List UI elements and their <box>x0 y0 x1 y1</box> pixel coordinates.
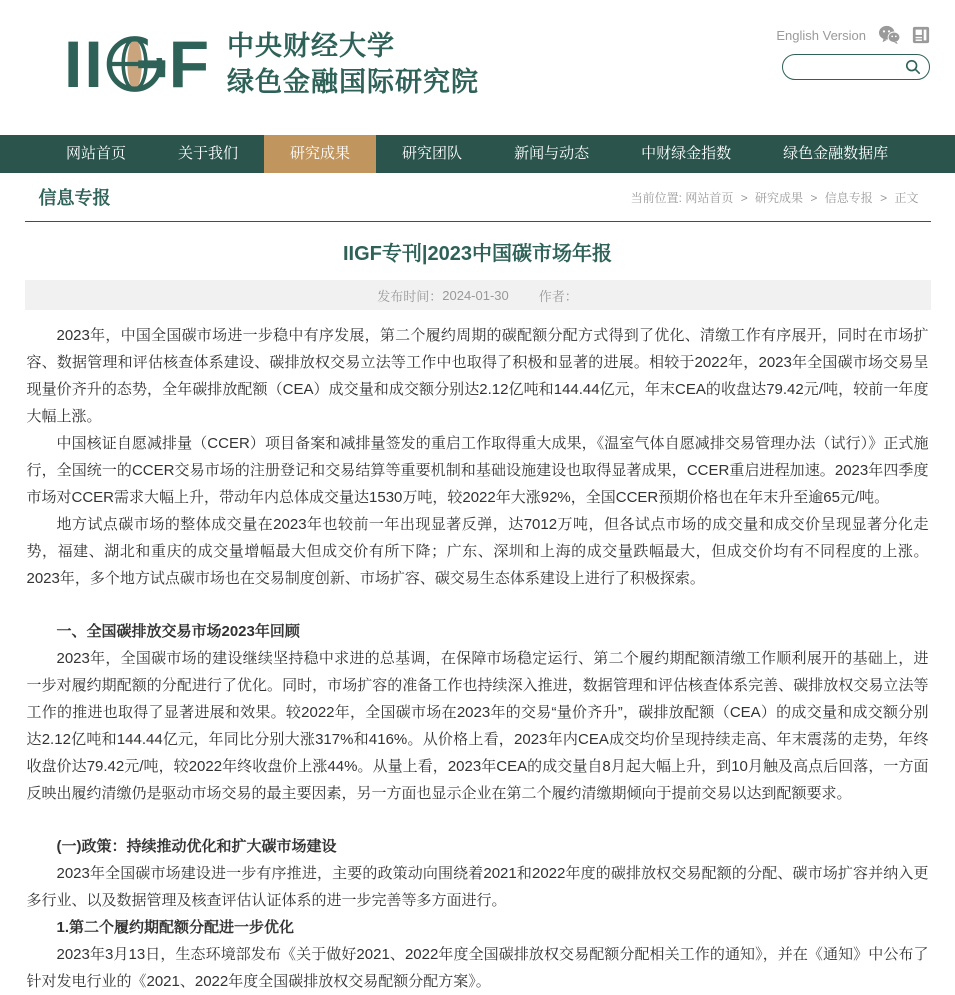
breadcrumb-row <box>25 173 931 222</box>
subsection-heading: 1.第二个履约期配额分配进一步优化 <box>56 919 295 936</box>
article-meta <box>25 280 931 310</box>
paragraph: 2023年3月13日，生态环境部发布《关于做好2021、2022年度全国碳排放权交易配额分配相关工作的通知》，并在《通知》中公布了针对发电行业的《2021、2022年度全国碳排放权交易配额分配方案》。 <box>26 946 929 990</box>
search-input[interactable] <box>795 60 905 74</box>
site-header <box>0 0 955 135</box>
english-version-link[interactable]: English Version <box>776 27 866 43</box>
iigf-logo <box>64 28 211 100</box>
author-label: 作者： <box>538 288 578 304</box>
article-body <box>25 322 931 995</box>
newspaper-icon[interactable] <box>912 26 930 44</box>
paragraph: 2023年，全国碳市场的建设继续坚持稳中求进的总基调，在保障市场稳定运行、第二个履约期配额清缴工作顺利展开的基础上，进一步对履约期配额的分配进行了优化。同时，市场扩容的准备工作也持续深入推进，数据管理和评估核查体系完善、碳排放权交易立法等工作的推进也取得了显著进展和效果。较2022年，全国碳市场在2023年的交易“量价齐升”，碳排放配额（CEA）的成交量和成交额分别达2.12亿吨和144.44亿元，年同比分别大涨317%和416%。从价格上看，2023年内CEA成交均价呈现持续走高、年末震荡的走势，年终收盘价达79.42元/吨，较2022年终收盘价上涨44%。从量上看，2023年CEA的成交量自8月起大幅上升，到10月触及高点后回落，一方面反映出履约清缴仍是驱动市场交易的最主要因素，另一方面也显示企业在第二个履约清缴期倾向于提前交易以达到配额要求。 <box>26 650 929 802</box>
article <box>25 237 931 995</box>
breadcrumb-separator: > <box>810 190 818 205</box>
breadcrumb-separator: > <box>880 190 888 205</box>
header-links <box>776 25 930 45</box>
nav-item-news[interactable]: 新闻与动态 <box>514 145 590 162</box>
paragraph: 2023年全国碳市场建设进一步有序推进，主要的政策动向围绕着2021和2022年度的碳排放权交易配额的分配、碳市场扩容并纳入更多行业、以及数据管理及核查评估认证体系的进一步完善等多方面进行。 <box>26 865 929 909</box>
nav-item-green-finance-database[interactable]: 绿色金融数据库 <box>783 145 889 162</box>
search-icon[interactable] <box>905 59 921 75</box>
nav-item-about[interactable]: 关于我们 <box>178 145 239 162</box>
article-title: IIGF专刊|2023中国碳市场年报 <box>343 243 612 265</box>
publish-time-label: 发布时间： <box>377 288 443 304</box>
logo-letters-ii: II <box>64 27 105 101</box>
globe-icon <box>105 33 169 95</box>
publish-date: 2024-01-30 <box>442 287 509 303</box>
brand[interactable] <box>64 28 479 100</box>
org-name-line2: 绿色金融国际研究院 <box>227 67 480 97</box>
wechat-icon[interactable] <box>878 25 900 45</box>
nav-item-home[interactable]: 网站首页 <box>66 145 127 162</box>
section-title: 信息专报 <box>38 188 111 208</box>
breadcrumb-home[interactable]: 网站首页 <box>685 190 734 205</box>
org-name <box>227 28 479 100</box>
breadcrumb-info-report[interactable]: 信息专报 <box>824 190 873 205</box>
breadcrumb-current: 正文 <box>894 190 919 205</box>
breadcrumb-location-label: 当前位置: <box>630 190 686 205</box>
breadcrumb <box>631 189 919 206</box>
subsection-heading: (一)政策：持续推动优化和扩大碳市场建设 <box>56 838 337 855</box>
main-nav <box>0 135 955 173</box>
org-name-line1: 中央财经大学 <box>227 31 396 61</box>
paragraph: 地方试点碳市场的整体成交量在2023年也较前一年出现显著反弹，达7012万吨，但各试点市场的成交量和成交价呈现显著分化走势，福建、湖北和重庆的成交量增幅最大但成交价有所下降；广东、深圳和上海的成交量跌幅最大，但成交价均有不同程度的上涨。2023年，多个地方试点碳市场也在交易制度创新、市场扩容、碳交易生态体系建设上进行了积极探索。 <box>26 516 929 587</box>
breadcrumb-research-results[interactable]: 研究成果 <box>755 190 804 205</box>
paragraph: 2023年，中国全国碳市场进一步稳中有序发展，第二个履约周期的碳配额分配方式得到了优化、清缴工作有序展开，同时在市场扩容、数据管理和评估核查体系建设、碳排放权交易立法等工作中也取得了积极和显著的进展。相较于2022年，2023年全国碳市场交易呈现量价齐升的态势，全年碳排放配额（CEA）成交量和成交额分别达2.12亿吨和144.44亿元，年末CEA的收盘达79.42元/吨，较前一年度大幅上涨。 <box>26 327 929 425</box>
paragraph: 中国核证自愿减排量（CCER）项目备案和减排量签发的重启工作取得重大成果，《温室气体自愿减排交易管理办法（试行）》正式施行，全国统一的CCER交易市场的注册登记和交易结算等重要机制和基础设施建设也取得显著成果，CCER重启进程加速。2023年四季度市场对CCER需求大幅上升，带动年内总体成交量达1530万吨，较2022年大涨92%，全国CCER预期价格也在年末升至逾65元/吨。 <box>26 435 929 506</box>
section-heading: 一、全国碳排放交易市场2023年回顾 <box>56 623 300 640</box>
nav-item-research-results[interactable]: 研究成果 <box>264 135 376 173</box>
nav-item-green-index[interactable]: 中财绿金指数 <box>641 145 732 162</box>
search-box <box>782 54 930 80</box>
nav-item-research-team[interactable]: 研究团队 <box>402 145 463 162</box>
breadcrumb-separator: > <box>740 190 748 205</box>
logo-letter-f: F <box>168 27 212 101</box>
